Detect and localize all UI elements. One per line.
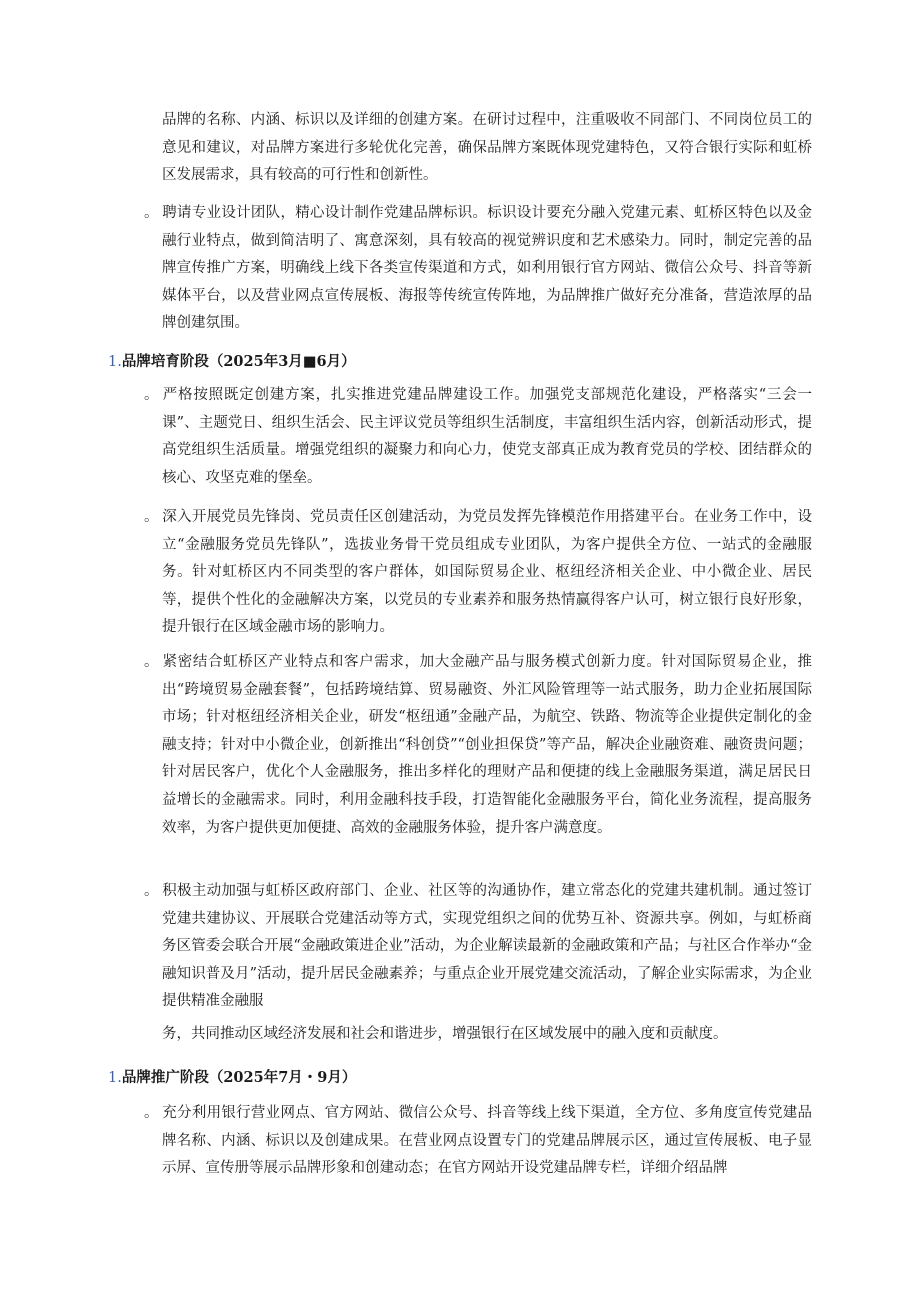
section-heading-promotion: [108, 1066, 356, 1090]
bullet-marker: 。: [144, 654, 159, 670]
heading-number: 1.: [108, 1070, 122, 1086]
paragraph-continuation: [162, 1021, 812, 1049]
paragraph-text: 充分利用银行营业网点、官方网站、微信公众号、抖音等线上线下渠道，全方位、多角度宣传党建品牌名称、内涵、标识以及创建成果。在营业网点设置专门的党建品牌展示区，通过宣传展板、电子显示屏、宣传册等展示品牌形象和创建动态；在官方网站开设党建品牌专栏，详细介绍品牌: [162, 1105, 812, 1177]
bullet-joint-building: [144, 878, 812, 1016]
heading-text: 品牌推广阶段（2025年7月・9月）: [121, 1069, 357, 1086]
paragraph-text: 聘请专业设计团队，精心设计制作党建品牌标识。标识设计要充分融入党建元素、虹桥区特色以及金融行业特点，做到简洁明了、寓意深刻，具有较高的视觉辨识度和艺术感染力。同时，制定完善的品牌宣传推广方案，明确线上线下各类宣传渠道和方式，如利用银行官方网站、微信公众号、抖音等新媒体平台，以及营业网点宣传展板、海报等传统宣传阵地，为品牌推广做好充分准备，营造浓厚的品牌创建氛围。: [162, 205, 812, 332]
paragraph-text: 品牌的名称、内涵、标识以及详细的创建方案。在研讨过程中，注重吸收不同部门、不同岗位员工的意见和建议，对品牌方案进行多轮优化完善，确保品牌方案既体现党建特色，又符合银行实际和虹桥区发展需求，具有较高的可行性和创新性。: [162, 112, 812, 184]
bullet-multichannel-publicity: [144, 1100, 812, 1183]
bullet-marker: 。: [144, 387, 159, 403]
heading-number: 1.: [108, 354, 122, 370]
bullet-marker: 。: [144, 883, 159, 899]
bullet-marker: 。: [144, 1105, 159, 1121]
paragraph-text: 务，共同推动区域经济发展和社会和谐进步，增强银行在区域发展中的融入度和贡献度。: [162, 1026, 728, 1042]
heading-text: 品牌培育阶段（2025年3月■6月）: [121, 353, 356, 370]
paragraph-text: 严格按照既定创建方案，扎实推进党建品牌建设工作。加强党支部规范化建设，严格落实“三会一课”、主题党日、组织生活会、民主评议党员等组织生活制度，丰富组织生活内容，创新活动形式，提高党组织生活质量。增强党组织的凝聚力和向心力，使党支部真正成为教育党员的学校、团结群众的核心、攻坚克难的堡垒。: [162, 387, 812, 486]
paragraph-text: 深入开展党员先锋岗、党员责任区创建活动，为党员发挥先锋模范作用搭建平台。在业务工作中，设立“金融服务党员先锋队”，选拔业务骨干党员组成专业团队，为客户提供全方位、一站式的金融服务。针对虹桥区内不同类型的客户群体，如国际贸易企业、枢纽经济相关企业、中小微企业、居民等，提供个性化的金融解决方案，以党员的专业素养和服务热情赢得客户认可，树立银行良好形象，提升银行在区域金融市场的影响力。: [162, 509, 812, 636]
paragraph-intro-continuation: [162, 107, 812, 190]
bullet-party-building: [144, 382, 812, 492]
bullet-product-innovation: [144, 649, 812, 842]
bullet-marker: 。: [144, 205, 159, 221]
bullet-vanguard-post: [144, 504, 812, 642]
paragraph-text: 紧密结合虹桥区产业特点和客户需求，加大金融产品与服务模式创新力度。针对国际贸易企业，推出“跨境贸易金融套餐”，包括跨境结算、贸易融资、外汇风险管理等一站式服务，助力企业拓展国际市场；针对枢纽经济相关企业，研发“枢纽通”金融产品，为航空、铁路、物流等企业提供定制化的金融支持；针对中小微企业，创新推出“科创贷”“创业担保贷”等产品，解决企业融资难、融资贵问题；针对居民客户，优化个人金融服务，推出多样化的理财产品和便捷的线上金融服务渠道，满足居民日益增长的金融需求。同时，利用金融科技手段，打造智能化金融服务平台，简化业务流程，提高服务效率，为客户提供更加便捷、高效的金融服务体验，提升客户满意度。: [162, 654, 812, 836]
bullet-design-logo: [144, 200, 812, 338]
section-heading-cultivation: [108, 350, 356, 374]
bullet-marker: 。: [144, 509, 159, 525]
paragraph-text: 积极主动加强与虹桥区政府部门、企业、社区等的沟通协作，建立常态化的党建共建机制。通过签订党建共建协议、开展联合党建活动等方式，实现党组织之间的优势互补、资源共享。例如，与虹桥商务区管委会联合开展“金融政策进企业”活动，为企业解读最新的金融政策和产品；与社区合作举办“金融知识普及月”活动，提升居民金融素养；与重点企业开展党建交流活动，了解企业实际需求，为企业提供精准金融服: [162, 883, 812, 1010]
